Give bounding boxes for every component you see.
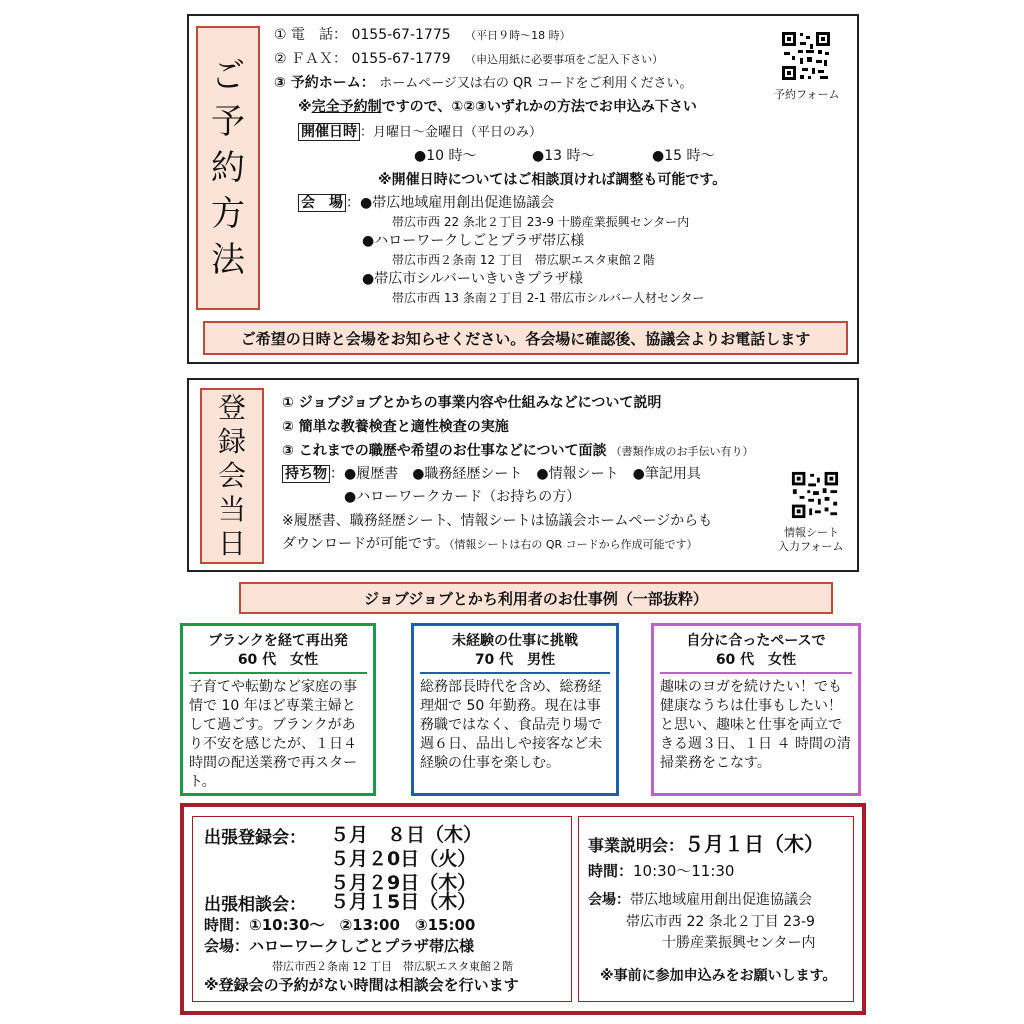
- web-line: ③ 予約ホーム： ホームページ又は右の QR コードをご利用ください。: [274, 75, 693, 91]
- outreach-venue-address: 帯広市西２条南 12 丁目 帯広駅エスタ東館２階: [272, 960, 513, 973]
- consult-label: 出張相談会：: [204, 895, 306, 915]
- tel-number[interactable]: 0155-67-1775: [351, 27, 451, 43]
- dayof-item-3: ③ これまでの職歴や希望のお仕事などについて面談 （書類作成のお手伝い有り）: [282, 443, 754, 459]
- info-sheet-qr-code[interactable]: [790, 470, 840, 520]
- fax-number: 0155-67-1779: [351, 51, 451, 67]
- bring-items: 持ち物 ：●履歴書 ●職務経歴シート ●情報シート ●筆記用具: [282, 465, 701, 483]
- fax-line: ② ＦＡＸ： 0155-67-1779 （申込用紙に必要事項をご記入下さい）: [274, 51, 664, 67]
- full-reservation-note: ※完全予約制ですので、①②③いずれかの方法でお申込み下さい: [298, 99, 697, 115]
- registration-day-title: 登 録 会 当 日: [200, 388, 264, 564]
- briefing-venue: 会場：帯広地域雇用創出促進協議会: [588, 892, 812, 908]
- registration-date-3: ５月２9日（木）: [330, 872, 477, 894]
- time-slot-3: ●15 時～: [652, 148, 715, 164]
- briefing-time: 時間：10:30～11:30: [588, 862, 735, 880]
- case-card-1: [180, 623, 376, 796]
- outreach-venue: 会場：ハローワークしごとプラザ帯広様: [204, 937, 475, 955]
- case-3-title: 自分に合ったペースで: [686, 633, 826, 649]
- case-2-body: 総務部長時代を含め、総務経理畑で 50 年勤務。現在は事務職ではなく、食品売り場で週６日、品出しや接客など未経験の仕事を楽しむ。: [420, 679, 602, 771]
- reservation-title: ご 予 約 方 法: [196, 26, 260, 310]
- case-2-profile: 70 代 男性: [474, 652, 556, 668]
- case-1-divider: [189, 672, 367, 674]
- case-1-profile: 60 代 女性: [237, 652, 319, 668]
- case-2-title: 未経験の仕事に挑戦: [452, 633, 578, 649]
- download-note-2: ダウンロードが可能です。（情報シートは右の QR コードから作成可能です）: [282, 536, 698, 552]
- briefing-title: 事業説明会：５月１日（木）: [588, 832, 825, 856]
- dayof-item-1: ① ジョブジョブとかちの事業内容や仕組みなどについて説明: [282, 395, 662, 411]
- venue-1-address: 帯広市西 22 条北２丁目 23-9 十勝産業振興センター内: [392, 215, 690, 229]
- tel-line: ① 電 話： 0155-67-1775 （平日９時～18 時）: [274, 27, 571, 43]
- registration-label: 出張登録会：: [204, 828, 306, 848]
- reservation-qr-code[interactable]: [780, 30, 832, 82]
- info-sheet-qr-caption-1: 情報シート: [784, 526, 839, 539]
- reservation-banner: ご希望の日時と会場をお知らせください。各会場に確認後、協議会よりお電話します: [203, 321, 848, 355]
- outreach-time: 時間：①10:30～ ②13:00 ③15:00: [204, 916, 476, 934]
- venue-2: ●ハローワークしごとプラザ帯広様: [362, 233, 585, 249]
- case-1-body: 子育てや転勤など家庭の事情で 10 年ほど専業主婦として過ごす。ブランクがあり不安を感じたが、１日４時間の配送業務で再スタート。: [189, 679, 357, 790]
- case-2-divider: [420, 672, 610, 674]
- time-slot-2: ●13 時～: [532, 148, 595, 164]
- outreach-note: ※登録会の予約がない時間は相談会を行います: [204, 976, 519, 994]
- case-3-divider: [660, 672, 852, 674]
- cases-header: ジョブジョブとかち利用者のお仕事例（一部抜粋）: [239, 582, 833, 614]
- bring-items-2: ●ハローワークカード（お持ちの方）: [344, 489, 581, 505]
- consult-date: ５月１5日（木）: [330, 891, 477, 913]
- briefing-address-2: 十勝産業振興センター内: [662, 935, 816, 951]
- case-3-body: 趣味のヨガを続けたい！でも健康なうちは仕事もしたい！と思い、趣味と仕事を両立できる週３日、１日 ４ 時間の清掃業務をこなす。: [660, 679, 851, 771]
- time-slot-1: ●10 時～: [414, 148, 477, 164]
- case-card-3: [651, 623, 861, 796]
- case-1-title: ブランクを経て再出発: [208, 633, 348, 649]
- case-3-profile: 60 代 女性: [715, 652, 797, 668]
- venue-3: ●帯広市シルバーいきいきプラザ様: [362, 271, 583, 287]
- briefing-note: ※事前に参加申込みをお願いします。: [600, 968, 837, 984]
- dates-note: ※開催日時についてはご相談頂ければ調整も可能です。: [378, 172, 727, 188]
- venue-2-address: 帯広市西２条南 12 丁目 帯広駅エスタ東館２階: [392, 253, 655, 267]
- case-card-2: [411, 623, 619, 796]
- briefing-address-1: 帯広市西 22 条北２丁目 23-9: [626, 914, 815, 930]
- reservation-qr-caption: 予約フォーム: [774, 88, 840, 101]
- dayof-item-2: ② 簡単な教養検査と適性検査の実施: [282, 419, 509, 435]
- info-sheet-qr-caption-2: 入力フォーム: [778, 540, 844, 553]
- venue-3-address: 帯広市西 13 条南２丁目 2-1 帯広市シルバー人材センター: [392, 291, 705, 305]
- registration-date-2: ５月２0日（火）: [330, 848, 477, 870]
- venue-1: 会 場 ：●帯広地域雇用創出促進協議会: [298, 194, 554, 212]
- registration-date-1: ５月 ８日（木）: [330, 824, 483, 846]
- download-note-1: ※履歴書、職務経歴シート、情報シートは協議会ホームページからも: [282, 513, 713, 529]
- dates-line: 開催日時 ：月曜日～金曜日（平日のみ）: [298, 123, 542, 142]
